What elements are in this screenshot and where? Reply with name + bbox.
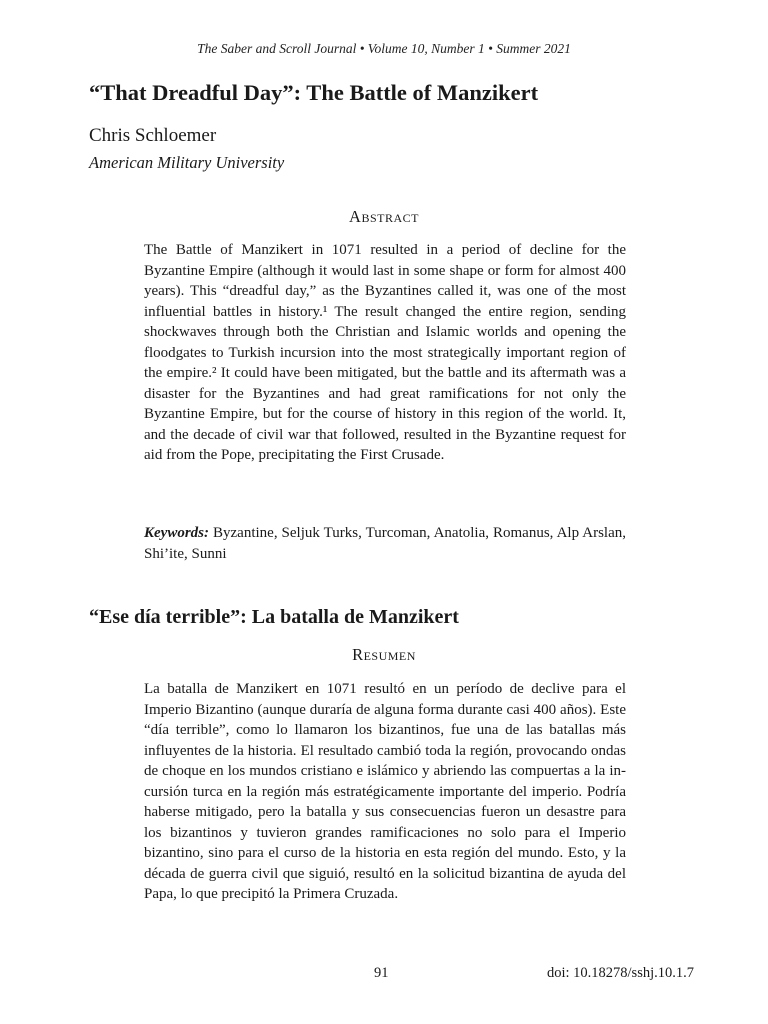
abstract-heading: Abstract <box>349 207 419 226</box>
running-head: The Saber and Scroll Journal • Volume 10, Number 1 • Summer 2021 <box>197 41 571 56</box>
keywords-label: Keywords: <box>144 525 213 541</box>
keywords <box>144 523 626 564</box>
resumen-text: La batalla de Manzikert en 1071 resultó en un período de declive para el Imperio Bizantino (aunque duraría de alguna forma durante casi 400 años). Este “día terrible”, como lo llamaron los bizantinos, fue una de las batallas más influyentes de la historia. El resultado cambió toda la región, provocando ondas de choque en los mundos cristiano e islámico y abriendo las compuertas a la incursión turca en la región más estratégicamente importante del imperio. Podría haberse mitigado, pero la batalla y sus consecuencias fueron un desastre para los bizantinos y tuvieron grandes ramificaciones no solo para el Imperio bizantino, sino para el curso de la historia en esta región del mundo. Esto, y la década de guerra civil que siguió, resultó en la solicitud bizantina de ayuda del Papa, lo que precipitó la Primera Cruzada. <box>144 681 626 902</box>
keywords-text: Byzantine, Seljuk Turks, Turcoman, Anatolia, Romanus, Alp Arslan, Shi’ite, Sunni <box>144 525 626 562</box>
article-title: “That Dreadful Day”: The Battle of Manzikert <box>89 80 539 105</box>
page-number: 91 <box>374 965 389 981</box>
author-affiliation: American Military University <box>89 153 285 172</box>
doi-link[interactable]: doi: 10.18278/sshj.10.1.7 <box>546 965 694 981</box>
resumen-heading: Resumen <box>352 645 416 664</box>
abstract-text: The Battle of Manzikert in 1071 resulted in a period of decline for the Byzantine Empire (although it would last in some shape or form for almost 400 years). This “dreadful day,” as the Byzantines called it, was one of the most influential battles in history.¹ The result changed the entire region, sending shockwaves through both the Christian and Islamic worlds and opening the floodgates to Turkish incursion into the most strategically important region of the empire.² It could have been mitigated, but the battle and its aftermath was a disaster for the Byzantines and had great ramifications for not only the Byzantine Empire, but for the course of history in this region of the world. It, and the decade of civil war that followed, resulted in the Byzantine request for aid from the Pope, precipitating the First Crusade. <box>144 242 626 463</box>
spanish-title: “Ese día terrible”: La batalla de Manzikert <box>89 606 459 628</box>
author-name: Chris Schloemer <box>89 125 217 146</box>
